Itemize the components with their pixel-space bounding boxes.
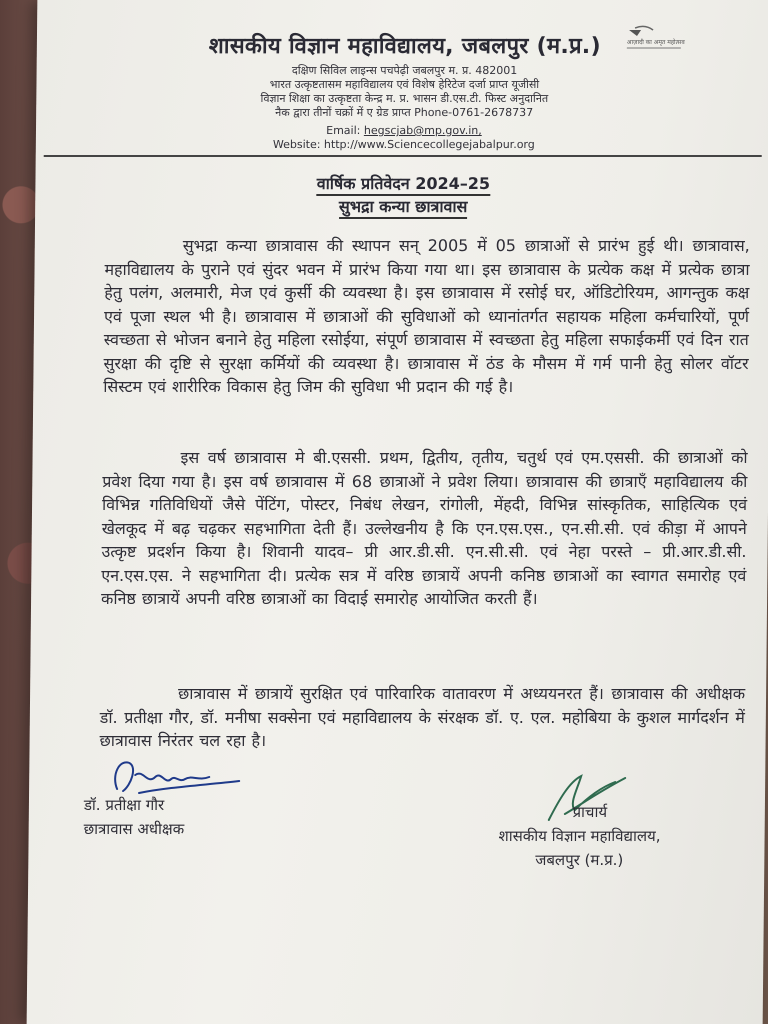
left-signatory <box>84 793 185 841</box>
report-title-text: वार्षिक प्रतिवेदन 2024–25 <box>317 174 491 196</box>
email-line <box>36 124 768 138</box>
principal-role: प्राचार्य <box>572 803 608 821</box>
address-line-3: विज्ञान शिक्षा का उत्कृष्टता केन्द्र म. प्र. भासन डी.एस.टी. फिस्ट अनुदानित <box>260 92 549 105</box>
email-label: Email: <box>326 124 361 137</box>
right-signatory <box>498 800 661 872</box>
azadi-amrit-mahotsav-logo <box>621 24 691 54</box>
email-address: hegscjab@mp.gov.in, <box>363 124 482 137</box>
document-page <box>27 0 768 1024</box>
paragraph-3: छात्रावास में छात्रायें सुरक्षित एवं पारिवारिक वातावरण में अध्ययनरत हैं। छात्रावास की अधीक्षक डॉ. प्रतीक्षा गौर, डॉ. मनीषा सक्सेना एवं महाविद्यालय के संरक्षक डॉ. ए. एल. महोबिया के कुशल मार्गदर्शन में छात्रावास निरंतर चल रहा है। <box>99 684 746 750</box>
principal-city: जबलपुर (म.प्र.) <box>535 851 624 869</box>
paragraph-1: सुभद्रा कन्या छात्रावास की स्थापन सन् 2005 में 05 छात्राओं से प्रारंभ हुई थी। छात्रावास, महाविद्यालय के पुराने एवं सुंदर भवन में प्रारंभ किया गया था। इस छात्रावास के प्रत्येक कक्ष में प्रत्येक छात्रा हेतु पलंग, अलमारी, मेज एवं कुर्सी की व्यवस्था है। इस छात्रावास में रसोई घर, ऑडिटोरियम, आगन्तुक कक्ष एवं पूजा स्थल भी है। छात्रावास में छात्राओं की सुविधाओं को ध्यानांतर्गत सहायक महिला कर्मचारियों, पूर्ण स्वच्छता से भोजन बनाने हेतु महिला रसोईया, संपूर्ण छात्रावास में स्वच्छता हेतु महिला सफाईकर्मी एवं दिन रात सुरक्षा की दृष्टि से सुरक्षा कर्मियों की व्यवस्था है। छात्रावास में ठंड के मौसम में गर्म पानी हेतु सोलर वॉटर सिस्टम एवं शारीरिक विकास हेतु जिम की सुविधा भी प्रदान की गई है। <box>103 236 750 396</box>
report-subtitle-text: सुभद्रा कन्या छात्रावास <box>339 197 468 219</box>
header-divider <box>44 155 762 157</box>
logo-caption: आज़ादी का अमृत महोत्सव <box>626 39 685 46</box>
college-name-heading: शासकीय विज्ञान महाविद्यालय, जबलपुर (म.प्र.) <box>208 34 602 59</box>
address-line-1: दक्षिण सिविल लाइन्स पचपेढ़ी जबलपुर म. प्र. 482001 <box>291 64 518 77</box>
address-line-4: नैक द्वारा तीनों चक्रों में ए ग्रेड प्राप्त Phone-0761-2678737 <box>275 106 534 119</box>
superintendent-name: डॉ. प्रतीक्षा गौर <box>83 796 165 814</box>
report-subtitle <box>35 195 768 217</box>
principal-org: शासकीय विज्ञान महाविद्यालय, <box>498 827 661 845</box>
paragraph-2: इस वर्ष छात्रावास मे बी.एससी. प्रथम, द्वितीय, तृतीय, चतुर्थ एवं एम.एससी. की छात्राओं को प्रवेश दिया गया है। इस वर्ष छात्रावास में 68 छात्राओं ने प्रवेश लिया। छात्रावास की छात्राएँ महाविद्यालय की विभिन्न गतिविधियों जैसे पेंटिंग, पोस्टर, निबंध लेखन, रांगोली, मेंहदी, विभिन्न सांस्कृतिक, साहित्यिक एवं खेलकूद में बढ़ चढ़कर सहभागिता देती हैं। उल्लेखनीय है कि एन.एस.एस., एन.सी.सी. एवं कीड़ा में आपने उत्कृष्ट प्रदर्शन किया है। शिवानी यादव– प्री आर.डी.सी. एन.सी.सी. एवं नेहा परस्ते – प्री.आर.डी.सी. एन.एस.एस. ने सहभागिता दी। प्रत्येक सत्र में वरिष्ठ छात्रायें अपनी कनिष्ठ छात्राओं का स्वागत समारोह एवं कनिष्ठ छात्रायें अपनी वरिष्ठ छात्राओं का विदाई समारोह आयोजित करती हैं। <box>100 448 748 608</box>
superintendent-role: छात्रावास अधीक्षक <box>83 820 185 838</box>
website-line: Website: http://www.Sciencecollegejabalpur.org <box>272 138 535 151</box>
report-title <box>35 172 768 194</box>
address-line-2: भारत उत्कृष्टतासम महाविद्यालय एवं विशेष हेरिटेज दर्जा प्राप्त यूजीसी <box>269 78 540 91</box>
